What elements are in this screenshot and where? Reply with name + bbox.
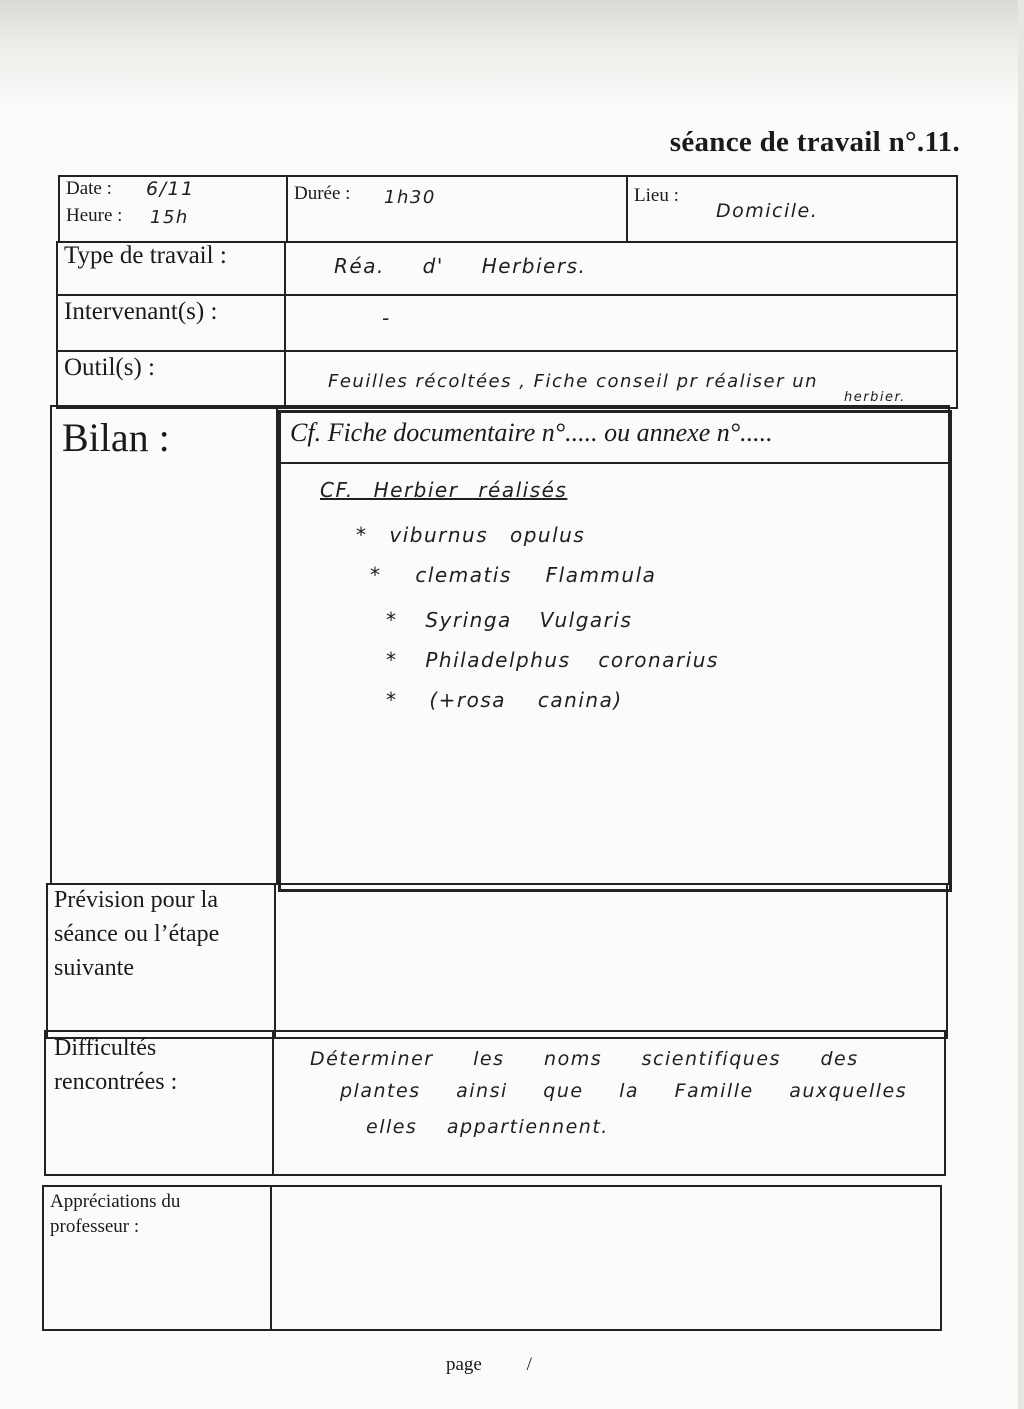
appreciations-label-line2: professeur : <box>50 1216 140 1237</box>
prevision-label-line2: séance ou l’étape <box>54 921 220 947</box>
difficultes-line: Déterminer les noms scientifiques des <box>310 1048 859 1070</box>
lieu-label: Lieu : <box>634 185 679 206</box>
bilan-item: * (+rosa canina) <box>386 688 623 712</box>
date-value: 6/11 <box>146 178 195 200</box>
intervenants-value: - <box>382 306 391 330</box>
type-travail-label: Type de travail : <box>64 242 227 269</box>
outils-value-line1: Feuilles récoltées , Fiche conseil pr réaliser un <box>328 371 819 392</box>
outils-label: Outil(s) : <box>64 354 155 381</box>
difficultes-label-line1: Difficultés <box>54 1035 157 1061</box>
difficultes-label-line2: rencontrées : <box>54 1069 178 1095</box>
duree-value: 1h30 <box>384 187 436 208</box>
bilan-label: Bilan : <box>62 415 170 460</box>
bilan-heading: CF. Herbier réalisés <box>320 478 568 502</box>
difficultes-line: plantes ainsi que la Famille auxquelles <box>340 1080 908 1102</box>
intervenants-label: Intervenant(s) : <box>64 298 218 325</box>
prevision-label-line3: suivante <box>54 955 134 981</box>
difficultes-line: elles appartiennent. <box>366 1116 609 1138</box>
lieu-value: Domicile. <box>716 200 819 222</box>
bilan-item: * Philadelphus coronarius <box>386 648 719 672</box>
appreciations-label-line1: Appréciations du <box>50 1191 181 1212</box>
prevision-label-line1: Prévision pour la <box>54 887 218 913</box>
bilan-item: * viburnus opulus <box>356 523 586 547</box>
page-footer: page / <box>446 1354 532 1375</box>
scan-shadow-top <box>0 0 1024 110</box>
heure-label: Heure : <box>66 205 123 226</box>
bilan-item: * Syringa Vulgaris <box>386 608 633 632</box>
type-travail-value: Réa. d' Herbiers. <box>334 254 587 278</box>
scan-shadow-right <box>1018 0 1024 1409</box>
outils-value-line2: herbier. <box>844 390 906 405</box>
heure-value: 15h <box>150 207 189 228</box>
date-label: Date : <box>66 178 112 199</box>
bilan-ref-line: Cf. Fiche documentaire n°..... ou annexe n°..... <box>290 418 773 447</box>
bilan-item: * clematis Flammula <box>370 563 657 587</box>
page-title: séance de travail n°.11. <box>669 126 960 158</box>
duree-label: Durée : <box>294 183 351 204</box>
